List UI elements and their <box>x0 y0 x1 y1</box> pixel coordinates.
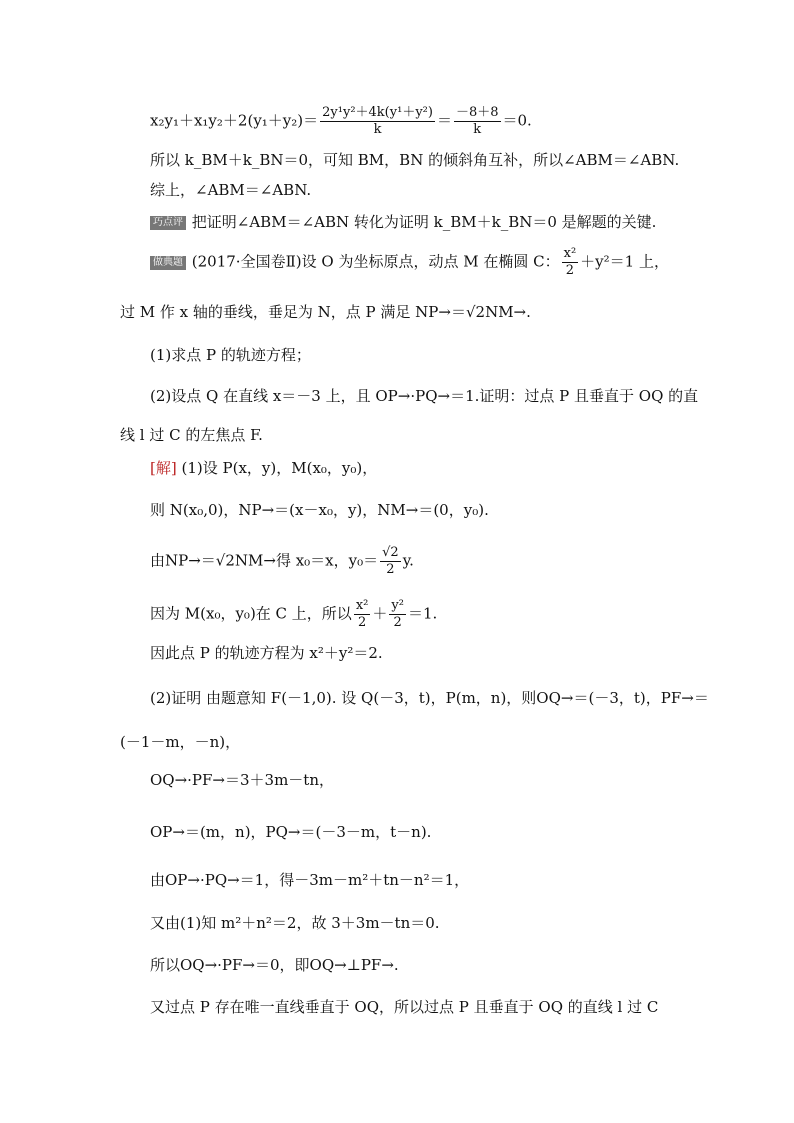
fraction-1 <box>320 105 435 138</box>
line-12-fraction-denominator: 2 <box>386 562 395 577</box>
text-line-7: (1)求点 P 的轨迹方程； <box>150 346 311 364</box>
text-line-17: OQ→·PF→＝3＋3m－tn， <box>150 771 334 789</box>
problem-text: (2017·全国卷Ⅱ)设 O 为坐标原点，动点 M 在椭圆 C： <box>191 252 560 271</box>
line-12-fraction-numerator: √2 <box>382 545 399 560</box>
text-line-3: 综上，∠ABM＝∠ABN. <box>150 181 312 199</box>
fraction-1-denominator: k <box>373 122 382 137</box>
text-line-22: 又过点 P 存在唯一直线垂直于 OQ，所以过点 P 且垂直于 OQ 的直线 l 过 C <box>150 998 659 1016</box>
line-13-part-a: 因为 M(x₀，y₀)在 C 上，所以 <box>150 604 352 623</box>
fraction-2 <box>454 105 501 138</box>
line-13-fraction-2 <box>389 598 406 631</box>
text-line-11: 则 N(x₀,0)，NP→＝(x－x₀，y)，NM→＝(0，y₀). <box>150 501 489 519</box>
text-line-15: (2)证明 由题意知 F(－1,0). 设 Q(－3，t)，P(m，n)，则OQ→＝(－3，t)，PF→＝ <box>150 689 709 707</box>
problem-after: ＋y²＝1 上， <box>580 252 669 271</box>
text-line-18: OP→＝(m，n)，PQ→＝(－3－m，t－n). <box>150 823 432 841</box>
text-line-8: (2)设点 Q 在直线 x＝－3 上，且 OP→·PQ→＝1.证明：过点 P 且垂直于 OQ 的直 <box>150 387 699 405</box>
line-12-part-a: 由NP→＝√2NM→得 x₀＝x，y₀＝ <box>150 551 379 570</box>
solution-text: (1)设 P(x，y)，M(x₀，y₀)， <box>181 459 378 477</box>
problem-fraction-numerator: x² <box>563 246 577 261</box>
equation-left: x₂y₁＋x₁y₂＋2(y₁＋y₂)＝ <box>150 111 319 130</box>
problem-tag: 做典题 <box>150 256 186 270</box>
line-12-fraction <box>380 545 401 578</box>
text-line-21: 所以OQ→·PF→＝0，即OQ→⊥PF→. <box>150 956 399 974</box>
comment-line <box>150 212 656 232</box>
line-13-fraction-2-denominator: 2 <box>393 615 402 630</box>
fraction-1-numerator: 2y¹y²＋4k(y¹＋y²) <box>322 105 433 120</box>
problem-fraction-denominator: 2 <box>565 263 575 278</box>
fraction-2-numerator: －8＋8 <box>455 105 499 120</box>
solution-tag: [解] <box>150 459 177 477</box>
text-line-19: 由OP→·PQ→＝1，得－3m－m²＋tn－n²＝1， <box>150 871 470 889</box>
text-line-13 <box>150 598 437 631</box>
solution-line <box>150 458 377 478</box>
line-13-plus: ＋ <box>372 604 388 623</box>
problem-fraction <box>562 246 579 279</box>
line-13-fraction-1-denominator: 2 <box>357 615 367 630</box>
text-line-6: 过 M 作 x 轴的垂线，垂足为 N，点 P 满足 NP→＝√2NM→. <box>120 303 531 321</box>
problem-line <box>150 246 669 279</box>
comment-text: 把证明∠ABM＝∠ABN 转化为证明 k_BM＋k_BN＝0 是解题的关键. <box>191 213 657 231</box>
line-12-part-b: y. <box>402 551 414 570</box>
equation-right: ＝0. <box>502 111 532 130</box>
line-13-part-b: ＝1. <box>407 604 438 623</box>
line-13-fraction-2-numerator: y² <box>391 598 404 613</box>
text-line-9: 线 l 过 C 的左焦点 F. <box>120 426 263 444</box>
comment-tag: 巧点评 <box>150 216 186 230</box>
text-line-16: (－1－m，－n)， <box>120 733 241 751</box>
line-13-fraction-1 <box>354 598 371 631</box>
text-line-2: 所以 k_BM＋k_BN＝0，可知 BM，BN 的倾斜角互补，所以∠ABM＝∠ABN. <box>150 151 680 169</box>
text-line-20: 又由(1)知 m²＋n²＝2，故 3＋3m－tn＝0. <box>150 914 440 932</box>
equals-sign: ＝ <box>436 111 452 130</box>
text-line-14: 因此点 P 的轨迹方程为 x²＋y²＝2. <box>150 644 383 662</box>
line-13-fraction-1-numerator: x² <box>355 598 369 613</box>
text-line-12 <box>150 545 414 578</box>
fraction-2-denominator: k <box>473 122 482 137</box>
equation-line-1 <box>150 105 532 138</box>
